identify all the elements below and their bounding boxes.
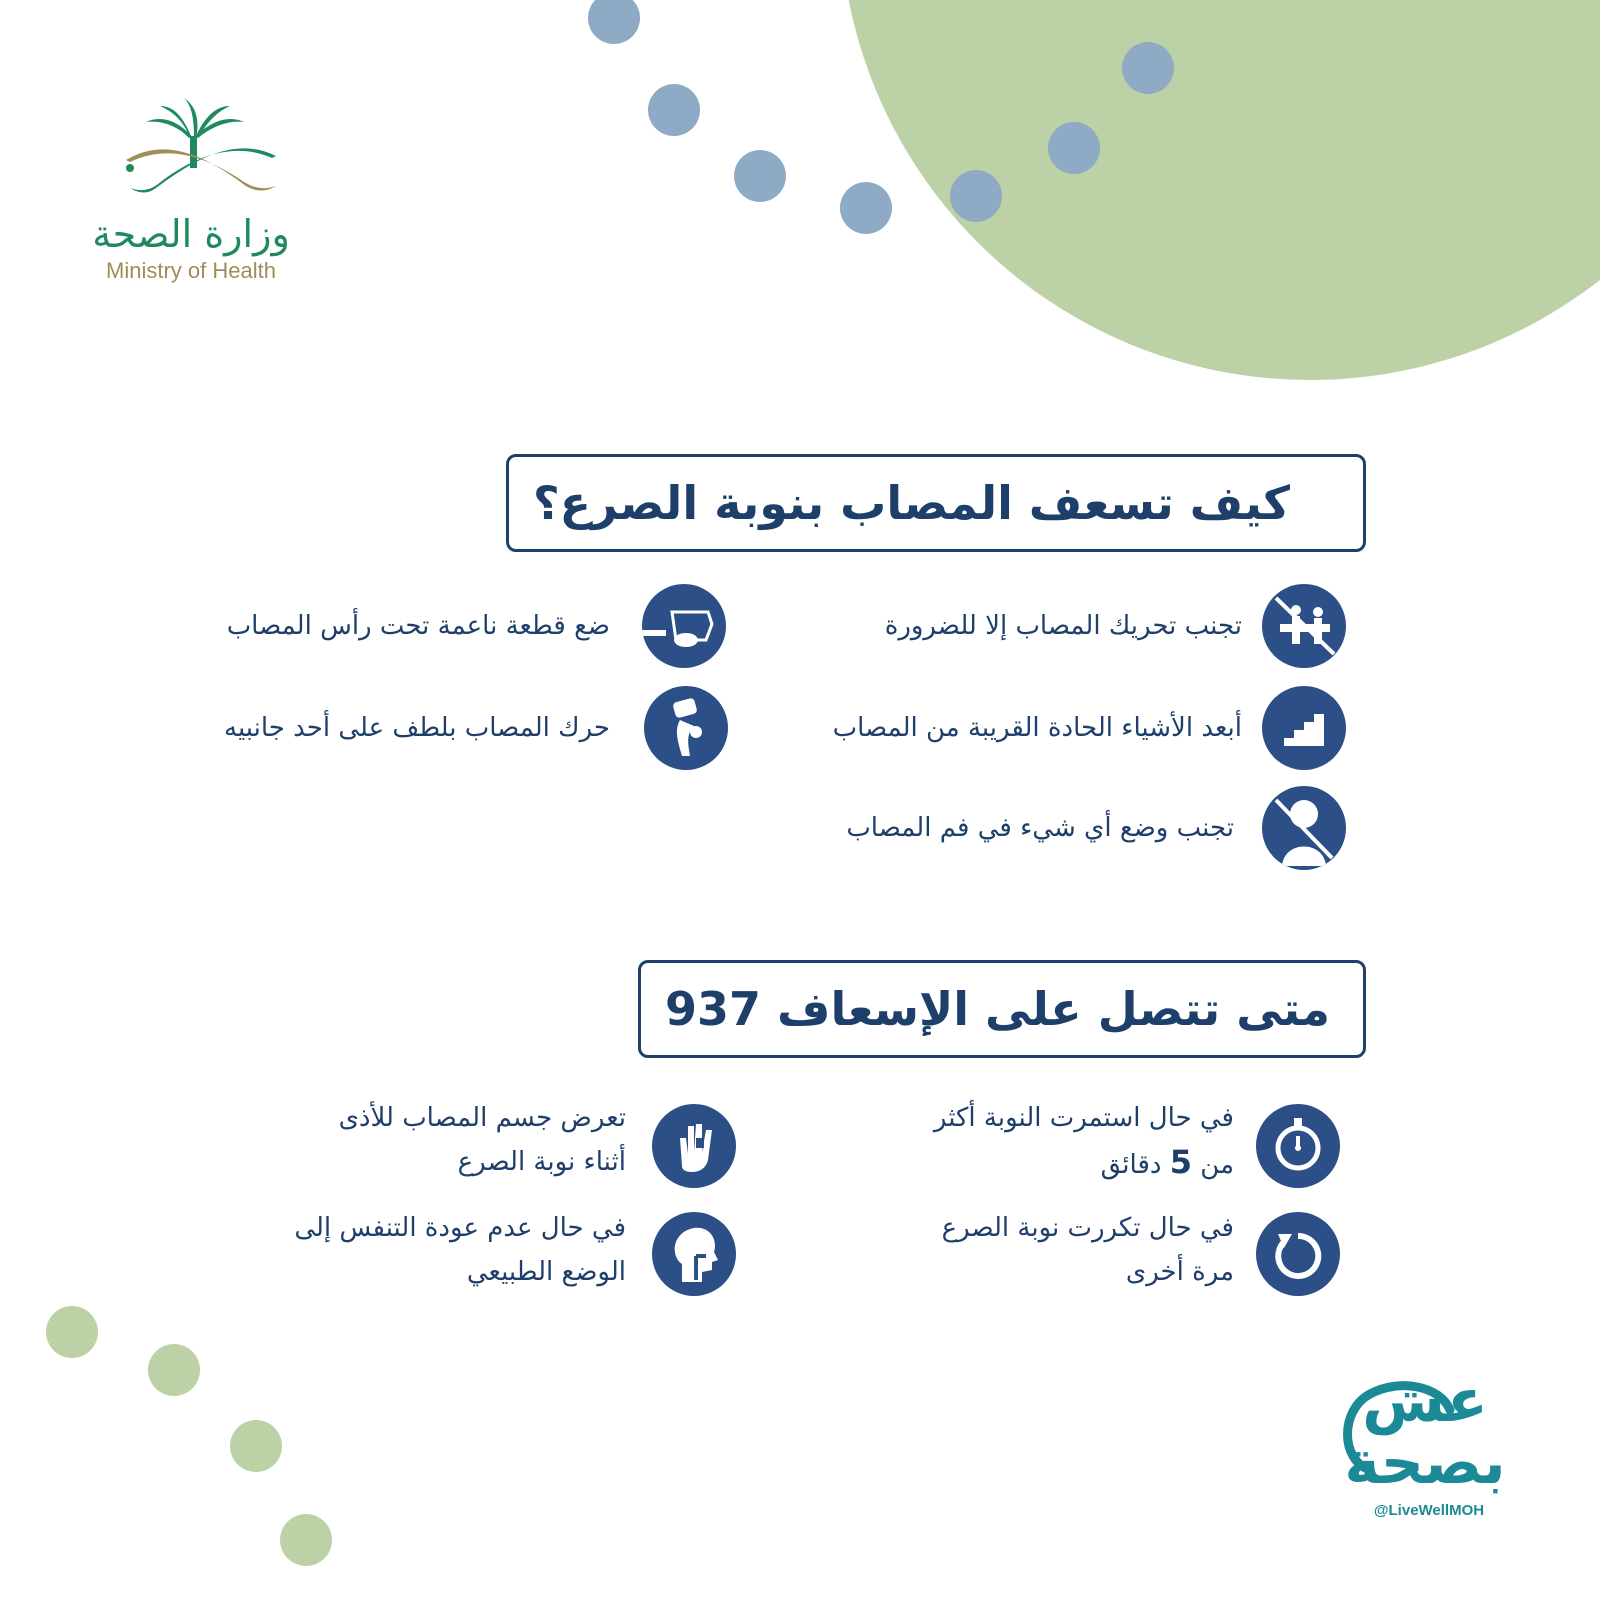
stairs-icon <box>1262 686 1346 770</box>
blue-dot <box>950 170 1002 222</box>
five-minutes-number: 5 <box>1169 1143 1193 1181</box>
item-avoid-moving: تجنب تحريك المصاب إلا للضرورة <box>884 611 1242 641</box>
line2-suffix: دقائق <box>1100 1150 1162 1180</box>
green-dot <box>280 1514 332 1566</box>
logo-english-text: Ministry of Health <box>106 258 276 283</box>
item-turn-on-side: حرك المصاب بلطف على أحد جانبيه <box>224 713 610 743</box>
green-dot <box>148 1344 200 1396</box>
injured-hand-icon <box>652 1104 736 1188</box>
item-breathing-not-normal-line2: الوضع الطبيعي <box>466 1257 626 1287</box>
item-seizure-repeated-line1: في حال تكررت نوبة الصرع <box>941 1213 1234 1243</box>
item-breathing-not-normal <box>294 1206 626 1294</box>
section1-title: كيف تسعف المصاب بنوبة الصرع؟ <box>506 454 1366 552</box>
blue-dot <box>588 0 640 44</box>
item-body-injured-line2: أثناء نوبة الصرع <box>457 1147 626 1177</box>
livewell-logo <box>1330 1366 1530 1530</box>
item-body-injured <box>339 1096 626 1184</box>
blue-dot <box>648 84 700 136</box>
blue-dot <box>734 150 786 202</box>
item-seizure-over-5-min <box>934 1096 1234 1187</box>
pillow-icon <box>642 584 726 668</box>
stopwatch-icon <box>1256 1104 1340 1188</box>
item-seizure-repeated-line2: مرة أخرى <box>1125 1257 1234 1287</box>
item-seizure-repeated <box>942 1206 1234 1294</box>
ministry-logo <box>86 96 306 296</box>
no-mouth-object-icon <box>1262 786 1346 870</box>
item-seizure-over-5-min-line1: في حال استمرت النوبة أكثر <box>933 1103 1234 1133</box>
line2-prefix: من <box>1200 1150 1234 1180</box>
item-remove-sharp-objects: أبعد الأشياء الحادة القريبة من المصاب <box>832 713 1242 743</box>
item-breathing-not-normal-line1: في حال عدم عودة التنفس إلى <box>294 1213 626 1243</box>
breathing-head-icon <box>652 1212 736 1296</box>
palm-swords-emblem-icon <box>86 96 306 206</box>
logo-arabic-text: وزارة الصحة <box>92 212 290 256</box>
no-moving-icon <box>1262 584 1346 668</box>
green-dot <box>230 1420 282 1472</box>
section2-title: متى تتصل على الإسعاف 937 <box>638 960 1366 1058</box>
brand-handle: @LiveWellMOH <box>1373 1502 1485 1519</box>
item-nothing-in-mouth: تجنب وضع أي شيء في فم المصاب <box>846 813 1234 843</box>
brand-arabic-text: عش بصحة <box>1344 1366 1506 1498</box>
green-dot <box>46 1306 98 1358</box>
blue-dot <box>840 182 892 234</box>
repeat-icon <box>1256 1212 1340 1296</box>
item-seizure-over-5-min-line2 <box>934 1140 1234 1187</box>
blue-dot <box>1122 42 1174 94</box>
item-soft-under-head: ضع قطعة ناعمة تحت رأس المصاب <box>226 611 610 641</box>
item-body-injured-line1: تعرض جسم المصاب للأذى <box>338 1103 626 1133</box>
blue-dot <box>1048 122 1100 174</box>
side-position-icon <box>644 686 728 770</box>
